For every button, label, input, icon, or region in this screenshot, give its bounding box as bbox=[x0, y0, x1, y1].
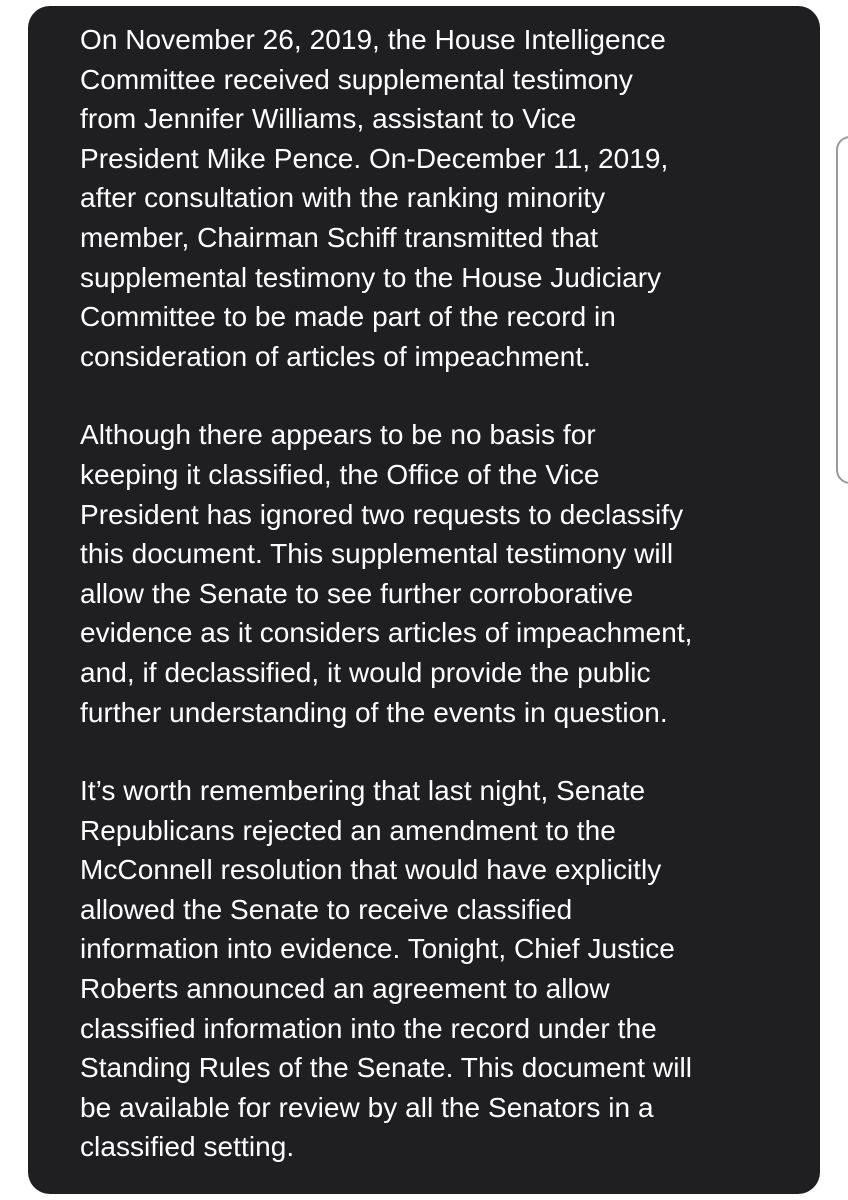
statement-card bbox=[28, 6, 820, 1194]
statement-paragraph-2: Although there appears to be no basis for keeping it classified, the Office of the Vice President has ignored two requests to declassify this document. This supplemental testimony will allow the Senate to see further corroborative evidence as it considers articles of impeachment, and, if declassified, it would provide the public further understanding of the events in question. bbox=[80, 419, 693, 728]
side-panel-handle[interactable] bbox=[836, 136, 848, 484]
statement-paragraph-3: It’s worth remembering that last night, Senate Republicans rejected an amendment to the McConnell resolution that would have explicitly allowed the Senate to receive classified information into evidence. Tonight, Chief Justice Roberts announced an agreement to allow classified information into the record under the Standing Rules of the Senate. This document will be available for review by all the Senators in a classified setting. bbox=[80, 775, 693, 1163]
statement-paragraph-1: On November 26, 2019, the House Intelligence Committee received supplemental testimony from Jennifer Williams, assistant to Vice President Mike Pence. On-December 11, 2019, after consultation with the ranking minority member, Chairman Schiff transmitted that supplemental testimony to the House Judiciary Committee to be made part of the record in consideration of articles of impeachment. bbox=[80, 24, 669, 372]
